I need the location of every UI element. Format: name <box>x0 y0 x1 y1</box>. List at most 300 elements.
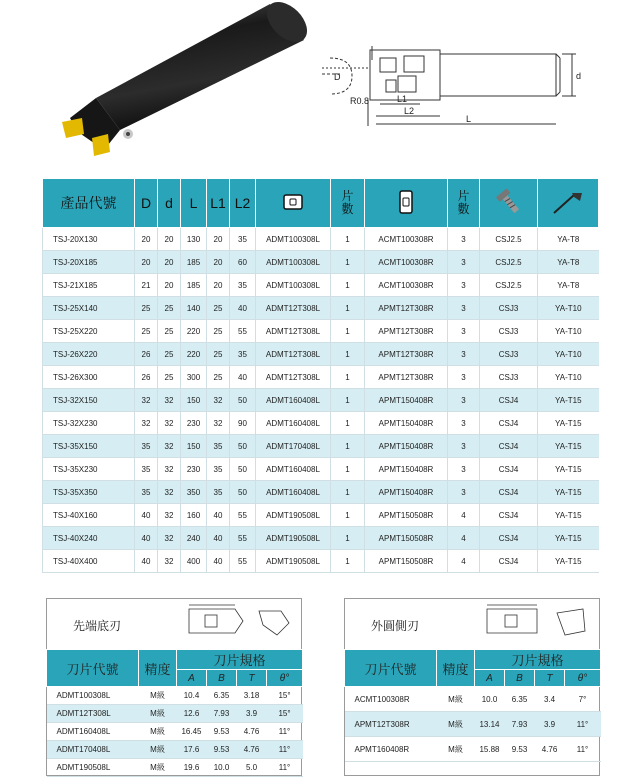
grade-cell: M級 <box>437 687 475 712</box>
L-cell: 160 <box>181 504 207 527</box>
code-cell: TSJ-25X140 <box>43 297 135 320</box>
insert-code-cell: ADMT170408L <box>47 741 139 759</box>
left-sub-T: T <box>237 670 267 687</box>
L-cell: 130 <box>181 228 207 251</box>
theta-cell: 15° <box>267 687 303 705</box>
L2-cell: 50 <box>230 458 256 481</box>
T-cell: 3.4 <box>535 687 565 712</box>
insert-code-cell: APMT12T308R <box>345 712 437 737</box>
d-cell: 25 <box>158 297 181 320</box>
pieces-1-cell: 1 <box>331 481 365 504</box>
tool-photo <box>62 0 315 156</box>
theta-cell: 11° <box>267 723 303 741</box>
wrench-cell: YA-T15 <box>538 435 599 458</box>
B-cell: 7.93 <box>207 705 237 723</box>
insert-code-cell: ACMT100308R <box>345 687 437 712</box>
pieces-2-cell: 3 <box>448 251 480 274</box>
D-cell: 35 <box>135 435 158 458</box>
grade-cell: M級 <box>139 741 177 759</box>
L-cell: 150 <box>181 389 207 412</box>
L2-cell: 50 <box>230 481 256 504</box>
screw-cell: CSJ3 <box>480 297 538 320</box>
grade-cell: M級 <box>437 737 475 762</box>
L2-cell: 90 <box>230 412 256 435</box>
insert-adm-cell: ADMT170408L <box>256 435 331 458</box>
right-insert-table <box>344 649 601 762</box>
wrench-cell: YA-T15 <box>538 458 599 481</box>
table-row <box>47 705 303 723</box>
pieces-2-cell: 3 <box>448 481 480 504</box>
spec-table <box>42 178 599 573</box>
insert-acm-cell: APMT150408R <box>365 389 448 412</box>
T-cell: 3.9 <box>237 705 267 723</box>
L-cell: 150 <box>181 435 207 458</box>
B-cell: 9.53 <box>505 737 535 762</box>
L-cell: 230 <box>181 412 207 435</box>
L1-cell: 20 <box>207 228 230 251</box>
grade-cell: M級 <box>139 687 177 705</box>
pieces-2-cell: 4 <box>448 527 480 550</box>
left-insert-table <box>46 649 303 777</box>
grade-cell: M級 <box>139 705 177 723</box>
table-row <box>47 741 303 759</box>
insert-adm-cell: ADMT190508L <box>256 550 331 573</box>
pieces-1-cell: 1 <box>331 412 365 435</box>
insert-acm-cell: APMT150508R <box>365 527 448 550</box>
pieces-2-cell: 3 <box>448 389 480 412</box>
pieces-1-cell: 1 <box>331 366 365 389</box>
wrench-cell: YA-T10 <box>538 343 599 366</box>
pieces-2-cell: 4 <box>448 550 480 573</box>
table-row <box>43 251 599 274</box>
T-cell: 5.0 <box>237 759 267 777</box>
d-cell: 20 <box>158 274 181 297</box>
dim-L-label: L <box>466 114 472 124</box>
table-row <box>43 435 599 458</box>
header-L: L <box>181 179 207 228</box>
wrench-cell: YA-T15 <box>538 527 599 550</box>
code-cell: TSJ-40X400 <box>43 550 135 573</box>
screw-cell: CSJ3 <box>480 343 538 366</box>
code-cell: TSJ-26X300 <box>43 366 135 389</box>
screw-cell: CSJ4 <box>480 550 538 573</box>
left-header-grade: 精度 <box>139 650 177 687</box>
left-panel-title: 先端底刃 <box>73 619 122 633</box>
L1-cell: 20 <box>207 251 230 274</box>
pieces-1-cell: 1 <box>331 389 365 412</box>
insert-acm-cell: ACMT100308R <box>365 274 448 297</box>
table-row <box>43 274 599 297</box>
screw-cell: CSJ4 <box>480 481 538 504</box>
d-cell: 32 <box>158 458 181 481</box>
insert-adm-cell: ADMT12T308L <box>256 320 331 343</box>
screw-icon <box>492 187 526 217</box>
L-cell: 350 <box>181 481 207 504</box>
pieces-2-cell: 3 <box>448 366 480 389</box>
d-cell: 32 <box>158 481 181 504</box>
B-cell: 6.35 <box>207 687 237 705</box>
code-cell: TSJ-21X185 <box>43 274 135 297</box>
D-cell: 20 <box>135 251 158 274</box>
D-cell: 20 <box>135 228 158 251</box>
dim-r-label: R0.8 <box>350 96 370 106</box>
header-insert-adm <box>256 179 331 228</box>
left-header-spec: 刀片規格 <box>177 650 303 670</box>
L-cell: 300 <box>181 366 207 389</box>
pieces-2-cell: 3 <box>448 297 480 320</box>
insert-adm-cell: ADMT100308L <box>256 228 331 251</box>
A-cell: 19.6 <box>177 759 207 777</box>
L-cell: 230 <box>181 458 207 481</box>
table-row <box>43 366 599 389</box>
pieces-2-cell: 4 <box>448 504 480 527</box>
header-pieces-1 <box>331 179 365 228</box>
right-insert-drawing <box>475 601 595 645</box>
L2-cell: 50 <box>230 389 256 412</box>
D-cell: 25 <box>135 320 158 343</box>
D-cell: 26 <box>135 366 158 389</box>
pieces-2-cell: 3 <box>448 435 480 458</box>
header-screw <box>480 179 538 228</box>
pieces-2-cell: 3 <box>448 343 480 366</box>
insert-code-cell: APMT160408R <box>345 737 437 762</box>
insert-acm-cell: APMT150408R <box>365 412 448 435</box>
insert-adm-icon <box>281 192 305 212</box>
table-row <box>43 504 599 527</box>
wrench-cell: YA-T15 <box>538 504 599 527</box>
pieces-1-cell: 1 <box>331 251 365 274</box>
dim-L1-label: L1 <box>397 94 408 104</box>
screw-cell: CSJ4 <box>480 458 538 481</box>
right-header-spec: 刀片規格 <box>475 650 601 670</box>
T-cell: 4.76 <box>237 723 267 741</box>
code-cell: TSJ-35X350 <box>43 481 135 504</box>
header-pieces-2-bottom: 數 <box>457 202 470 216</box>
header-L1: L1 <box>207 179 230 228</box>
dim-d-label: d <box>576 71 582 81</box>
screw-cell: CSJ4 <box>480 435 538 458</box>
table-row <box>47 759 303 777</box>
spec-table-header <box>43 179 599 228</box>
pieces-1-cell: 1 <box>331 297 365 320</box>
pieces-1-cell: 1 <box>331 343 365 366</box>
d-cell: 32 <box>158 435 181 458</box>
L-cell: 185 <box>181 251 207 274</box>
L2-cell: 55 <box>230 527 256 550</box>
theta-cell: 11° <box>267 759 303 777</box>
B-cell: 6.35 <box>505 687 535 712</box>
screw-cell: CSJ3 <box>480 366 538 389</box>
grade-cell: M級 <box>139 723 177 741</box>
insert-acm-cell: APMT150408R <box>365 458 448 481</box>
D-cell: 21 <box>135 274 158 297</box>
table-row <box>43 458 599 481</box>
insert-adm-cell: ADMT12T308L <box>256 343 331 366</box>
D-cell: 25 <box>135 297 158 320</box>
T-cell: 4.76 <box>237 741 267 759</box>
table-row <box>43 320 599 343</box>
L1-cell: 40 <box>207 527 230 550</box>
L1-cell: 35 <box>207 458 230 481</box>
L2-cell: 55 <box>230 504 256 527</box>
L2-cell: 35 <box>230 228 256 251</box>
d-cell: 32 <box>158 550 181 573</box>
D-cell: 35 <box>135 481 158 504</box>
pieces-1-cell: 1 <box>331 550 365 573</box>
insert-acm-cell: ACMT100308R <box>365 251 448 274</box>
L-cell: 400 <box>181 550 207 573</box>
right-sub-B: B <box>505 670 535 687</box>
right-sub-theta: θ° <box>565 670 601 687</box>
table-row <box>345 687 601 712</box>
table-row <box>43 343 599 366</box>
left-sub-theta: θ° <box>267 670 303 687</box>
T-cell: 3.9 <box>535 712 565 737</box>
right-insert-panel <box>344 598 600 776</box>
L-cell: 220 <box>181 343 207 366</box>
L2-cell: 40 <box>230 366 256 389</box>
L2-cell: 40 <box>230 297 256 320</box>
screw-cell: CSJ4 <box>480 412 538 435</box>
B-cell: 9.53 <box>207 741 237 759</box>
left-sub-A: A <box>177 670 207 687</box>
wrench-cell: YA-T10 <box>538 297 599 320</box>
wrench-icon <box>550 187 586 217</box>
right-panel-title: 外圓側刃 <box>371 619 420 633</box>
header-pieces-1-top: 片 <box>341 189 354 203</box>
left-header-code: 刀片代號 <box>47 650 139 687</box>
dimension-drawing <box>320 46 576 126</box>
header-code: 產品代號 <box>43 179 135 228</box>
code-cell: TSJ-20X130 <box>43 228 135 251</box>
hero-illustration <box>0 0 628 176</box>
code-cell: TSJ-40X240 <box>43 527 135 550</box>
L1-cell: 25 <box>207 366 230 389</box>
table-row <box>43 412 599 435</box>
table-row <box>43 550 599 573</box>
screw-cell: CSJ4 <box>480 389 538 412</box>
screw-cell: CSJ2.5 <box>480 228 538 251</box>
d-cell: 20 <box>158 251 181 274</box>
wrench-cell: YA-T10 <box>538 366 599 389</box>
insert-acm-cell: APMT150408R <box>365 435 448 458</box>
d-cell: 25 <box>158 343 181 366</box>
right-sub-T: T <box>535 670 565 687</box>
wrench-cell: YA-T15 <box>538 481 599 504</box>
left-insert-drawing <box>177 601 297 645</box>
L1-cell: 32 <box>207 389 230 412</box>
right-sub-A: A <box>475 670 505 687</box>
pieces-2-cell: 3 <box>448 228 480 251</box>
right-header-code: 刀片代號 <box>345 650 437 687</box>
insert-acm-cell: APMT12T308R <box>365 343 448 366</box>
header-d: d <box>158 179 181 228</box>
table-row <box>47 723 303 741</box>
T-cell: 3.18 <box>237 687 267 705</box>
wrench-cell: YA-T10 <box>538 320 599 343</box>
D-cell: 40 <box>135 550 158 573</box>
B-cell: 10.0 <box>207 759 237 777</box>
insert-code-cell: ADMT12T308L <box>47 705 139 723</box>
T-cell: 4.76 <box>535 737 565 762</box>
table-row <box>43 297 599 320</box>
header-L2: L2 <box>230 179 256 228</box>
d-cell: 25 <box>158 366 181 389</box>
wrench-cell: YA-T15 <box>538 412 599 435</box>
pieces-2-cell: 3 <box>448 320 480 343</box>
L2-cell: 60 <box>230 251 256 274</box>
A-cell: 17.6 <box>177 741 207 759</box>
theta-cell: 11° <box>565 712 601 737</box>
theta-cell: 15° <box>267 705 303 723</box>
L1-cell: 35 <box>207 481 230 504</box>
A-cell: 15.88 <box>475 737 505 762</box>
insert-adm-cell: ADMT160408L <box>256 389 331 412</box>
insert-acm-cell: APMT150508R <box>365 550 448 573</box>
L1-cell: 25 <box>207 297 230 320</box>
L2-cell: 55 <box>230 550 256 573</box>
L1-cell: 25 <box>207 343 230 366</box>
theta-cell: 11° <box>267 741 303 759</box>
L1-cell: 40 <box>207 504 230 527</box>
A-cell: 10.0 <box>475 687 505 712</box>
grade-cell: M級 <box>437 712 475 737</box>
table-row <box>345 737 601 762</box>
table-row <box>43 481 599 504</box>
screw-cell: CSJ4 <box>480 527 538 550</box>
insert-adm-cell: ADMT160408L <box>256 458 331 481</box>
dim-L2-label: L2 <box>404 106 415 116</box>
pieces-1-cell: 1 <box>331 527 365 550</box>
screw-cell: CSJ2.5 <box>480 274 538 297</box>
wrench-cell: YA-T8 <box>538 228 599 251</box>
insert-adm-cell: ADMT100308L <box>256 274 331 297</box>
d-cell: 25 <box>158 320 181 343</box>
A-cell: 13.14 <box>475 712 505 737</box>
insert-acm-cell: ACMT100308R <box>365 228 448 251</box>
A-cell: 12.6 <box>177 705 207 723</box>
code-cell: TSJ-35X150 <box>43 435 135 458</box>
table-row <box>345 712 601 737</box>
insert-acm-cell: APMT12T308R <box>365 366 448 389</box>
table-row <box>43 527 599 550</box>
L2-cell: 50 <box>230 435 256 458</box>
left-sub-B: B <box>207 670 237 687</box>
L1-cell: 40 <box>207 550 230 573</box>
dim-D-label: D <box>334 72 341 82</box>
header-pieces-2-top: 片 <box>457 189 470 203</box>
table-row <box>43 389 599 412</box>
L-cell: 240 <box>181 527 207 550</box>
insert-acm-cell: APMT12T308R <box>365 297 448 320</box>
pieces-1-cell: 1 <box>331 320 365 343</box>
theta-cell: 7° <box>565 687 601 712</box>
header-pieces-1-bottom: 數 <box>341 202 354 216</box>
D-cell: 35 <box>135 458 158 481</box>
L2-cell: 55 <box>230 320 256 343</box>
L-cell: 220 <box>181 320 207 343</box>
L-cell: 140 <box>181 297 207 320</box>
theta-cell: 11° <box>565 737 601 762</box>
L1-cell: 20 <box>207 274 230 297</box>
insert-adm-cell: ADMT160408L <box>256 481 331 504</box>
insert-acm-cell: APMT150508R <box>365 504 448 527</box>
insert-adm-cell: ADMT190508L <box>256 527 331 550</box>
pieces-2-cell: 3 <box>448 412 480 435</box>
insert-adm-cell: ADMT12T308L <box>256 366 331 389</box>
A-cell: 16.45 <box>177 723 207 741</box>
table-row <box>43 228 599 251</box>
code-cell: TSJ-32X150 <box>43 389 135 412</box>
insert-acm-icon <box>396 189 416 215</box>
L1-cell: 25 <box>207 320 230 343</box>
insert-adm-cell: ADMT160408L <box>256 412 331 435</box>
wrench-cell: YA-T15 <box>538 389 599 412</box>
wrench-cell: YA-T8 <box>538 251 599 274</box>
L1-cell: 32 <box>207 412 230 435</box>
insert-acm-cell: APMT150408R <box>365 481 448 504</box>
code-cell: TSJ-35X230 <box>43 458 135 481</box>
screw-cell: CSJ3 <box>480 320 538 343</box>
code-cell: TSJ-40X160 <box>43 504 135 527</box>
d-cell: 32 <box>158 527 181 550</box>
d-cell: 32 <box>158 504 181 527</box>
pieces-1-cell: 1 <box>331 274 365 297</box>
left-insert-panel <box>46 598 302 776</box>
screw-cell: CSJ4 <box>480 504 538 527</box>
d-cell: 32 <box>158 389 181 412</box>
d-cell: 20 <box>158 228 181 251</box>
B-cell: 9.53 <box>207 723 237 741</box>
A-cell: 10.4 <box>177 687 207 705</box>
code-cell: TSJ-20X185 <box>43 251 135 274</box>
D-cell: 32 <box>135 389 158 412</box>
insert-code-cell: ADMT160408L <box>47 723 139 741</box>
L-cell: 185 <box>181 274 207 297</box>
B-cell: 7.93 <box>505 712 535 737</box>
wrench-cell: YA-T15 <box>538 550 599 573</box>
header-D: D <box>135 179 158 228</box>
L2-cell: 35 <box>230 343 256 366</box>
code-cell: TSJ-26X220 <box>43 343 135 366</box>
header-insert-acm <box>365 179 448 228</box>
insert-acm-cell: APMT12T308R <box>365 320 448 343</box>
D-cell: 26 <box>135 343 158 366</box>
L1-cell: 35 <box>207 435 230 458</box>
header-pieces-2 <box>448 179 480 228</box>
insert-code-cell: ADMT190508L <box>47 759 139 777</box>
code-cell: TSJ-32X230 <box>43 412 135 435</box>
pieces-2-cell: 3 <box>448 274 480 297</box>
right-header-grade: 精度 <box>437 650 475 687</box>
D-cell: 40 <box>135 504 158 527</box>
pieces-1-cell: 1 <box>331 504 365 527</box>
header-wrench <box>538 179 599 228</box>
D-cell: 40 <box>135 527 158 550</box>
pieces-2-cell: 3 <box>448 458 480 481</box>
insert-adm-cell: ADMT190508L <box>256 504 331 527</box>
wrench-cell: YA-T8 <box>538 274 599 297</box>
insert-adm-cell: ADMT12T308L <box>256 297 331 320</box>
code-cell: TSJ-25X220 <box>43 320 135 343</box>
insert-adm-cell: ADMT100308L <box>256 251 331 274</box>
table-row <box>47 687 303 705</box>
pieces-1-cell: 1 <box>331 435 365 458</box>
L2-cell: 35 <box>230 274 256 297</box>
grade-cell: M級 <box>139 759 177 777</box>
insert-code-cell: ADMT100308L <box>47 687 139 705</box>
D-cell: 32 <box>135 412 158 435</box>
